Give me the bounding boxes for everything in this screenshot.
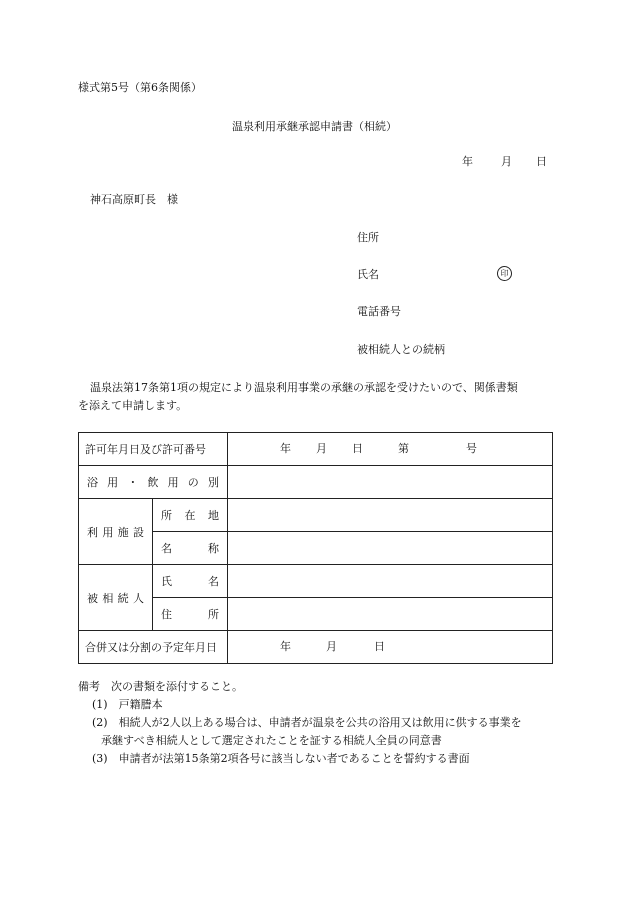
- facility-label: [79, 524, 152, 540]
- usage-char: 用: [167, 476, 179, 489]
- usage-char: の: [187, 476, 199, 489]
- heir-address-label: [153, 598, 227, 630]
- date-year-label: 年: [462, 155, 473, 168]
- usage-label: [79, 466, 227, 498]
- facility-name-label-cell: [153, 532, 228, 565]
- notes-heading: 備考 次の書類を添付すること。: [78, 680, 243, 693]
- merger-label-cell: [79, 631, 228, 664]
- merger-month: 月: [326, 640, 337, 653]
- date-day-label: 日: [536, 155, 547, 168]
- heir-char: 被: [87, 591, 98, 605]
- heir-char: 続: [117, 591, 129, 605]
- usage-char: ・: [127, 476, 139, 489]
- name-char: 名: [161, 542, 172, 555]
- seal-mark: 印: [497, 266, 512, 281]
- usage-value-cell[interactable]: [228, 466, 553, 499]
- facility-location-label-cell: [153, 499, 228, 532]
- facility-location-value-cell[interactable]: [228, 499, 553, 532]
- applicant-name-label: 氏名: [357, 268, 379, 281]
- facility-char: 設: [132, 525, 144, 539]
- merger-row: [79, 631, 553, 664]
- merger-value-cell[interactable]: [228, 631, 553, 664]
- permit-row: [79, 433, 553, 466]
- notes-item-1: (1) 戸籍謄本: [92, 698, 163, 711]
- usage-char: 用: [107, 476, 119, 489]
- usage-char: 別: [207, 476, 219, 489]
- facility-name-value-cell[interactable]: [228, 532, 553, 565]
- addressee: 神石高原町長 様: [90, 193, 178, 206]
- heir-address-char: 住: [161, 608, 172, 621]
- application-table: [78, 432, 553, 664]
- heir-char: 相: [102, 591, 114, 605]
- body-text-line-1: 温泉法第17条第1項の規定により温泉利用事業の承継の承認を受けたいので、関係書類: [90, 381, 518, 394]
- merger-day: 日: [374, 640, 385, 653]
- date-line: [462, 155, 552, 169]
- facility-location-label: [153, 499, 227, 531]
- permit-label-cell: [79, 433, 228, 466]
- body-text-line-2: を添えて申請します。: [78, 399, 188, 412]
- usage-row: [79, 466, 553, 499]
- heir-address-char: 所: [208, 608, 219, 621]
- form-number: 様式第5号（第6条関係）: [78, 81, 202, 94]
- usage-char: 飲: [147, 476, 159, 489]
- heir-label-cell: [79, 565, 153, 631]
- facility-name-label: [153, 532, 227, 564]
- merger-year: 年: [280, 640, 291, 653]
- notes-item-2-line-1: (2) 相続人が2人以上ある場合は、申請者が温泉を公共の浴用又は飲用に供する事業を: [92, 716, 522, 729]
- heir-name-label-cell: [153, 565, 228, 598]
- location-char: 地: [208, 509, 219, 522]
- document-title: 温泉利用承継承認申請書（相続）: [232, 120, 397, 133]
- facility-char: 用: [102, 525, 114, 539]
- permit-year: 年: [280, 442, 291, 455]
- heir-label: [79, 590, 152, 606]
- heir-char: 人: [132, 591, 144, 605]
- notes-item-3: (3) 申請者が法第15条第2項各号に該当しない者であることを誓約する書面: [92, 752, 470, 765]
- heir-name-char: 氏: [161, 575, 172, 588]
- heir-name-char: 名: [208, 575, 219, 588]
- heir-name-value-cell[interactable]: [228, 565, 553, 598]
- usage-char: 浴: [87, 476, 98, 489]
- heir-address-label-cell: [153, 598, 228, 631]
- heir-name-label: [153, 565, 227, 597]
- location-char: 所: [161, 509, 172, 522]
- notes-item-2-line-2: 承継すべき相続人として選定されたことを証する相続人全員の同意書: [101, 734, 442, 747]
- date-month-label: 月: [501, 155, 512, 168]
- applicant-relation-label: 被相続人との続柄: [357, 343, 445, 356]
- name-char: 称: [208, 542, 219, 555]
- usage-label-cell: [79, 466, 228, 499]
- permit-go: 号: [466, 442, 477, 455]
- facility-label-cell: [79, 499, 153, 565]
- applicant-address-label: 住所: [357, 231, 379, 244]
- facility-location-row: [79, 499, 553, 532]
- heir-name-row: [79, 565, 553, 598]
- heir-address-value-cell[interactable]: [228, 598, 553, 631]
- permit-dai: 第: [398, 442, 409, 455]
- permit-month: 月: [316, 442, 327, 455]
- permit-label: 許可年月日及び許可番号: [85, 443, 206, 456]
- permit-day: 日: [352, 442, 363, 455]
- facility-char: 利: [87, 525, 98, 539]
- location-char: 在: [184, 509, 196, 522]
- permit-value-cell[interactable]: [228, 433, 553, 466]
- applicant-phone-label: 電話番号: [357, 305, 401, 318]
- facility-char: 施: [117, 525, 129, 539]
- merger-label: 合併又は分割の予定年月日: [85, 641, 217, 654]
